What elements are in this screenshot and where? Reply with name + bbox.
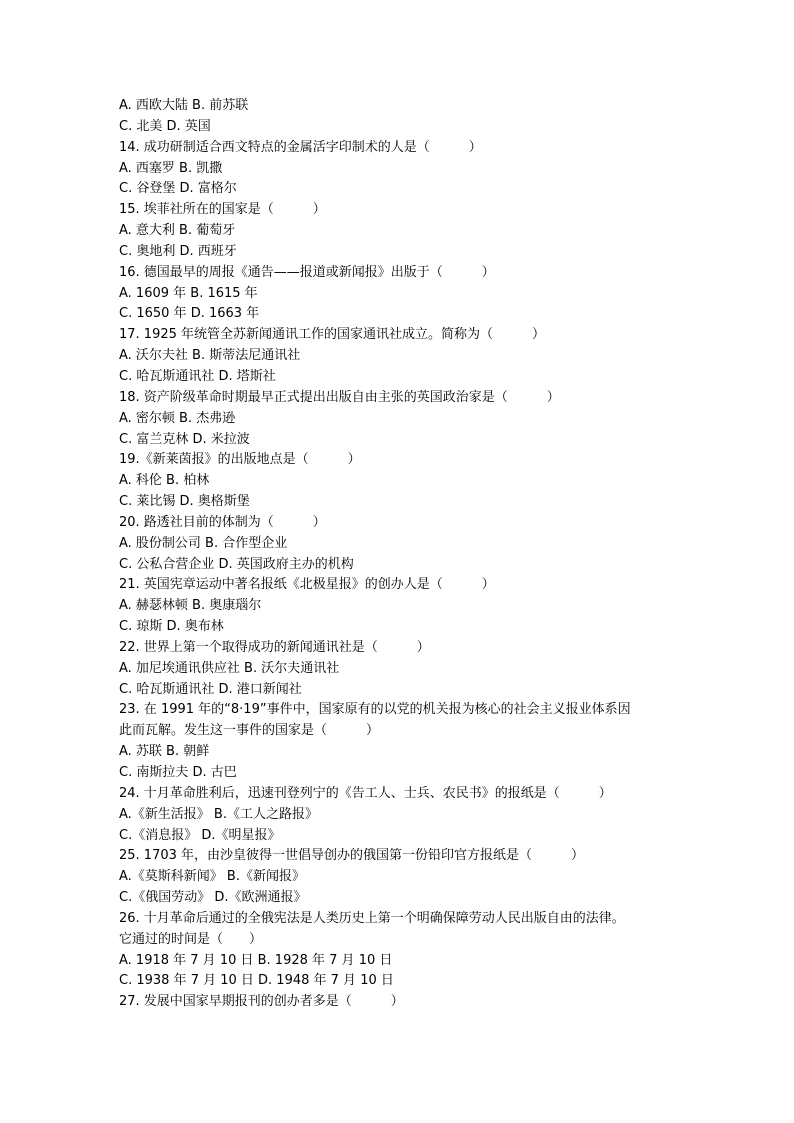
text-line-options-16-cd: C. 1650 年 D. 1663 年 [119, 306, 260, 322]
text-line-options-23-ab: A. 苏联 B. 朝鲜 [119, 744, 210, 760]
text-line-options-25-cd: C.《俄国劳动》 D.《欧洲通报》 [119, 890, 307, 906]
text-line-options-22-cd: C. 哈瓦斯通讯社 D. 港口新闻社 [119, 681, 302, 697]
text-line-options-19-ab: A. 科伦 B. 柏林 [119, 473, 210, 489]
text-line-options-19-cd: C. 莱比锡 D. 奥格斯堡 [119, 494, 250, 510]
text-line-options-20-ab: A. 股份制公司 B. 合作型企业 [119, 535, 288, 551]
question-18: 18. 资产阶级革命时期最早正式提出出版自由主张的英国政治家是（ ） [119, 389, 560, 405]
text-line-options-24-ab: A.《新生活报》 B.《工人之路报》 [119, 806, 318, 822]
text-line-options-21-ab: A. 赫瑟林顿 B. 奥康瑙尔 [119, 598, 262, 614]
text-line-options-14-ab: A. 西塞罗 B. 凯撒 [119, 160, 223, 176]
question-14: 14. 成功研制适合西文特点的金属活字印制术的人是（ ） [119, 139, 482, 155]
question-20: 20. 路透社目前的体制为（ ） [119, 514, 326, 530]
question-16: 16. 德国最早的周报《通告——报道或新闻报》出版于（ ） [119, 264, 495, 280]
text-line-options-22-ab: A. 加尼埃通讯供应社 B. 沃尔夫通讯社 [119, 660, 340, 676]
question-25: 25. 1703 年，由沙皇彼得一世倡导创办的俄国第一份铅印官方报纸是（ ） [119, 848, 585, 864]
question-17: 17. 1925 年统管全苏新闻通讯工作的国家通讯社成立。简称为（ ） [119, 327, 546, 343]
question-27: 27. 发展中国家早期报刊的创办者多是（ ） [119, 994, 404, 1010]
text-line-options-20-cd: C. 公私合营企业 D. 英国政府主办的机构 [119, 556, 354, 572]
question-23-part-1: 23. 在 1991 年的“8·19”事件中，国家原有的以党的机关报为核心的社会主义报业体系因 [119, 702, 631, 718]
question-21: 21. 英国宪章运动中著名报纸《北极星报》的创办人是（ ） [119, 577, 495, 593]
question-19: 19.《新莱茵报》的出版地点是（ ） [119, 452, 361, 468]
text-line-options-18-cd: C. 富兰克林 D. 米拉波 [119, 431, 250, 447]
text-line-options-18-ab: A. 密尔顿 B. 杰弗逊 [119, 410, 236, 426]
text-line-options-16-ab: A. 1609 年 B. 1615 年 [119, 285, 258, 301]
question-22: 22. 世界上第一个取得成功的新闻通讯社是（ ） [119, 639, 430, 655]
text-line-options-17-cd: C. 哈瓦斯通讯社 D. 塔斯社 [119, 368, 276, 384]
text-line-options-17-ab: A. 沃尔夫社 B. 斯蒂法尼通讯社 [119, 348, 301, 364]
text-line-options-25-ab: A.《莫斯科新闻》 B.《新闻报》 [119, 869, 305, 885]
question-24: 24. 十月革命胜利后，迅速刊登列宁的《告工人、士兵、农民书》的报纸是（ ） [119, 785, 612, 801]
text-line-options-21-cd: C. 琼斯 D. 奥布林 [119, 619, 224, 635]
question-23-part-2: 此而瓦解。发生这一事件的国家是（ ） [119, 723, 380, 739]
text-line-options-23-cd: C. 南斯拉夫 D. 古巴 [119, 765, 237, 780]
question-15: 15. 埃菲社所在的国家是（ ） [119, 202, 326, 218]
text-line-options-13-cd: C. 北美 D. 英国 [119, 118, 211, 134]
text-line-options-15-cd: C. 奥地利 D. 西班牙 [119, 243, 237, 259]
text-line-options-14-cd: C. 谷登堡 D. 富格尔 [119, 181, 237, 197]
question-list [119, 96, 679, 1013]
text-line-options-26-cd: C. 1938 年 7 月 10 日 D. 1948 年 7 月 10 日 [119, 973, 394, 989]
text-line-options-13-ab: A. 西欧大陆 B. 前苏联 [119, 98, 249, 113]
question-26-part-2: 它通过的时间是（ ） [119, 931, 263, 947]
text-line-options-26-ab: A. 1918 年 7 月 10 日 B. 1928 年 7 月 10 日 [119, 952, 393, 968]
text-line-options-24-cd: C.《消息报》 D.《明星报》 [119, 827, 281, 843]
text-line-options-15-ab: A. 意大利 B. 葡萄牙 [119, 223, 236, 239]
question-26-part-1: 26. 十月革命后通过的全俄宪法是人类历史上第一个明确保障劳动人民出版自由的法律。 [119, 910, 625, 926]
